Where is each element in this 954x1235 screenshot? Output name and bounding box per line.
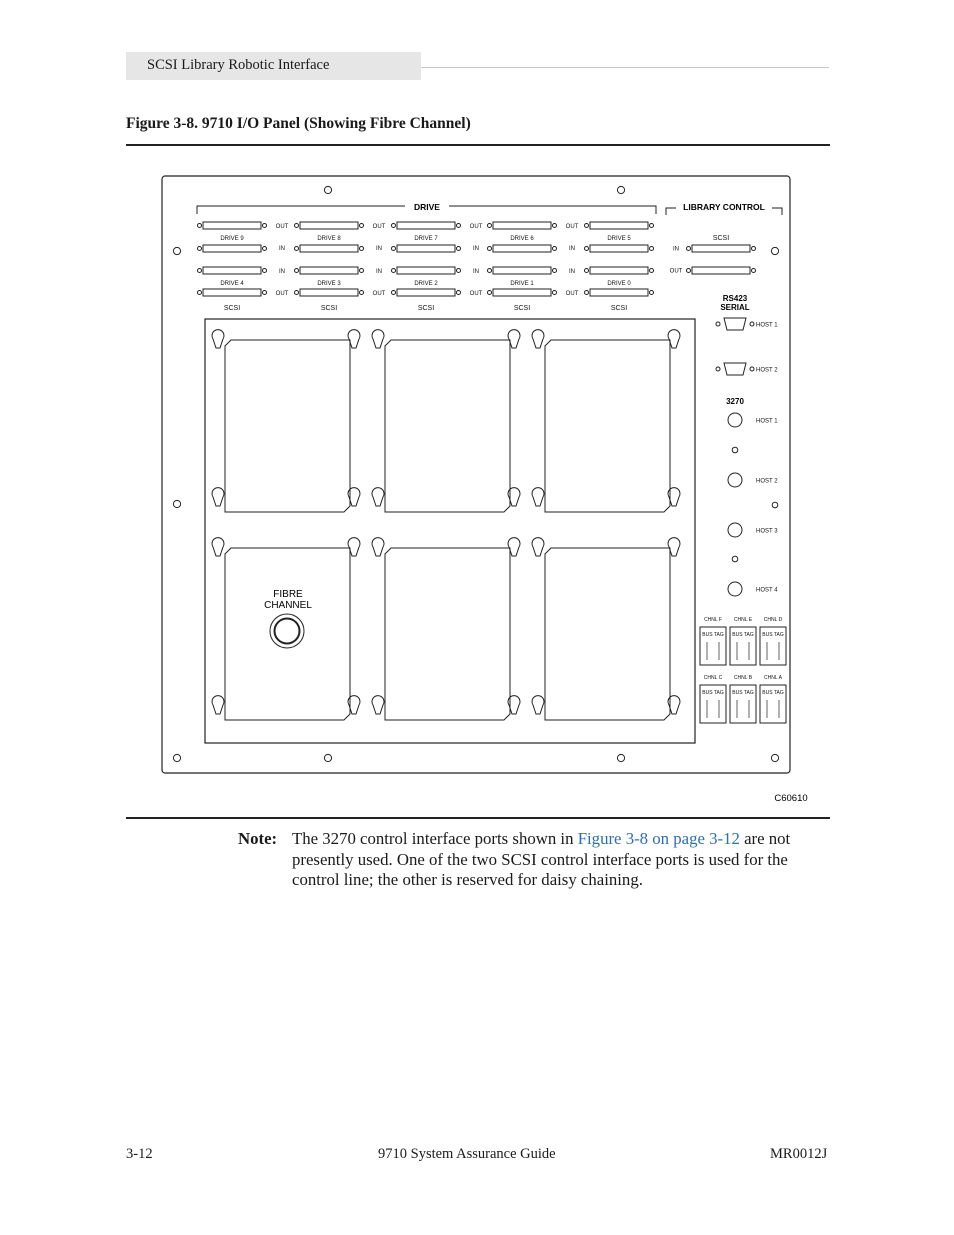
coax-3270-port <box>728 473 742 487</box>
connector-screw <box>553 224 557 228</box>
mounting-hole <box>771 247 778 254</box>
connector-screw <box>295 247 299 251</box>
scsi-label: SCSI <box>417 305 435 312</box>
in-label: IN <box>279 246 285 252</box>
label-3270: 3270 <box>726 397 744 406</box>
drive-scsi-connector <box>590 267 648 274</box>
out-label: OUT <box>372 224 386 230</box>
fibre-channel-port-inner <box>275 619 300 644</box>
rs423-serial-port <box>724 318 746 330</box>
host-3270-label: HOST 1 <box>756 418 778 425</box>
note-body <box>292 829 828 891</box>
note-label: Note: <box>238 829 278 848</box>
drive-scsi-connector <box>590 222 648 229</box>
connector-screw <box>488 224 492 228</box>
serial-label: SERIAL <box>720 303 750 312</box>
drive-label: DRIVE 1 <box>510 281 534 287</box>
inner-plate <box>205 319 695 743</box>
mounting-hole <box>173 500 180 507</box>
mounting-hole <box>617 754 624 761</box>
figure-rule-top <box>126 144 830 146</box>
bus-tag-label: BUS TAG <box>732 632 754 638</box>
connector-screw <box>263 291 267 295</box>
out-label: OUT <box>275 224 289 230</box>
connector-screw <box>457 269 461 273</box>
drive-scsi-connector <box>397 245 455 252</box>
drive-scsi-connector <box>203 267 261 274</box>
connector-screw <box>360 247 364 251</box>
keyhole-mount <box>532 696 544 714</box>
drive-label: DRIVE 5 <box>607 236 631 242</box>
keyhole-mount <box>212 488 224 506</box>
footer-title: 9710 System Assurance Guide <box>378 1146 556 1162</box>
out-label: OUT <box>372 291 386 297</box>
connector-screw <box>553 291 557 295</box>
drive-label: DRIVE 8 <box>317 236 341 242</box>
small-hole <box>772 502 778 508</box>
in-label: IN <box>376 246 382 252</box>
figure-id: C60610 <box>774 793 808 804</box>
connector-screw <box>650 291 654 295</box>
host-3270-label: HOST 4 <box>756 587 778 594</box>
keyhole-mount <box>372 330 384 348</box>
connector-screw <box>263 247 267 251</box>
drive-scsi-connector <box>300 267 358 274</box>
header-section-title: SCSI Library Robotic Interface <box>147 57 330 73</box>
drive-scsi-connector <box>493 267 551 274</box>
connector-screw <box>687 269 691 273</box>
connector-screw <box>687 247 691 251</box>
connector-screw <box>360 269 364 273</box>
drive-scsi-connector <box>590 289 648 296</box>
module-bay-cutout <box>385 340 510 512</box>
drive-scsi-connector <box>203 222 261 229</box>
mounting-hole <box>324 754 331 761</box>
drive-label: DRIVE 0 <box>607 281 631 287</box>
panel-outline <box>162 176 790 773</box>
bus-tag-label: BUS TAG <box>732 690 754 696</box>
connector-screw <box>585 224 589 228</box>
connector-screw <box>457 291 461 295</box>
channel-label: CHNL E <box>733 617 753 623</box>
keyhole-mount <box>212 696 224 714</box>
connector-screw <box>488 291 492 295</box>
out-label: OUT <box>275 291 289 297</box>
connector-screw <box>650 269 654 273</box>
connector-screw <box>360 224 364 228</box>
channel-label: CHNL A <box>764 675 782 681</box>
drive-scsi-connector <box>203 289 261 296</box>
drive-scsi-connector <box>493 222 551 229</box>
connector-screw <box>488 269 492 273</box>
connector-screw <box>263 269 267 273</box>
connector-screw <box>198 247 202 251</box>
coax-3270-port <box>728 582 742 596</box>
connector-screw <box>392 224 396 228</box>
scsi-label: SCSI <box>513 305 531 312</box>
out-label: OUT <box>565 224 579 230</box>
drive-label: DRIVE 2 <box>414 281 438 287</box>
out-label: OUT <box>565 291 579 297</box>
connector-screw <box>198 224 202 228</box>
drive-label: DRIVE 4 <box>220 281 244 287</box>
bus-tag-label: BUS TAG <box>762 632 784 638</box>
connector-screw <box>750 322 754 326</box>
figure-rule-bottom <box>126 817 830 819</box>
in-label: IN <box>569 246 575 252</box>
drive-label: DRIVE 9 <box>220 236 244 242</box>
connector-screw <box>553 247 557 251</box>
mounting-hole <box>173 754 180 761</box>
in-label: IN <box>569 269 575 275</box>
library-control-label: LIBRARY CONTROL <box>683 202 765 212</box>
connector-screw <box>716 322 720 326</box>
connector-screw <box>716 367 720 371</box>
drive-label: DRIVE 6 <box>510 236 534 242</box>
module-bay-cutout <box>545 340 670 512</box>
host-3270-label: HOST 2 <box>756 478 778 485</box>
scsi-label: SCSI <box>610 305 628 312</box>
keyhole-mount <box>212 538 224 556</box>
mounting-hole <box>324 186 331 193</box>
connector-screw <box>750 367 754 371</box>
rs423-label: RS423 <box>722 294 748 303</box>
rs423-host-label: HOST 1 <box>756 322 778 329</box>
drive-scsi-connector <box>300 222 358 229</box>
io-panel-diagram <box>155 170 820 810</box>
keyhole-mount <box>372 696 384 714</box>
mounting-hole <box>771 754 778 761</box>
channel-label: CHANNEL <box>264 600 312 611</box>
rs423-host-label: HOST 2 <box>756 367 778 374</box>
connector-screw <box>295 224 299 228</box>
out-label: OUT <box>669 268 683 275</box>
figure-cross-reference-link[interactable]: Figure 3-8 on page 3-12 <box>577 829 740 848</box>
out-label: OUT <box>469 291 483 297</box>
running-header <box>126 52 421 80</box>
connector-screw <box>488 247 492 251</box>
module-bay-cutout <box>225 548 350 720</box>
fibre-label: FIBRE <box>273 589 303 600</box>
footer-doc-id: MR0012J <box>770 1146 828 1162</box>
connector-screw <box>650 224 654 228</box>
bus-tag-label: BUS TAG <box>702 632 724 638</box>
drive-scsi-connector <box>493 245 551 252</box>
module-bay-cutout <box>225 340 350 512</box>
channel-label: CHNL D <box>763 617 783 623</box>
channel-label: CHNL B <box>733 675 753 681</box>
drive-scsi-connector <box>397 289 455 296</box>
connector-screw <box>392 291 396 295</box>
connector-screw <box>263 224 267 228</box>
drive-scsi-connector <box>493 289 551 296</box>
connector-screw <box>650 247 654 251</box>
keyhole-mount <box>372 538 384 556</box>
in-label: IN <box>376 269 382 275</box>
bus-tag-label: BUS TAG <box>762 690 784 696</box>
coax-3270-port <box>728 523 742 537</box>
library-scsi-connector <box>692 245 750 252</box>
connector-screw <box>198 291 202 295</box>
connector-screw <box>198 269 202 273</box>
mounting-hole <box>173 247 180 254</box>
in-label: IN <box>473 246 479 252</box>
connector-screw <box>585 247 589 251</box>
mounting-hole <box>617 186 624 193</box>
drive-scsi-connector <box>590 245 648 252</box>
in-label: IN <box>279 269 285 275</box>
connector-screw <box>752 247 756 251</box>
connector-screw <box>295 269 299 273</box>
channel-label: CHNL F <box>704 617 722 623</box>
connector-screw <box>585 291 589 295</box>
keyhole-mount <box>532 538 544 556</box>
module-bay-cutout <box>385 548 510 720</box>
in-label: IN <box>473 269 479 275</box>
library-scsi-label: SCSI <box>712 235 730 242</box>
keyhole-mount <box>212 330 224 348</box>
scsi-label: SCSI <box>223 305 241 312</box>
library-scsi-connector <box>692 267 750 274</box>
footer-page-number: 3-12 <box>126 1146 153 1162</box>
connector-screw <box>553 269 557 273</box>
channel-label: CHNL C <box>703 675 723 681</box>
out-label: OUT <box>469 224 483 230</box>
bus-tag-label: BUS TAG <box>702 690 724 696</box>
figure-title: Figure 3-8. 9710 I/O Panel (Showing Fibre Channel) <box>126 115 471 132</box>
drive-scsi-connector <box>397 222 455 229</box>
drive-scsi-connector <box>300 245 358 252</box>
in-label: IN <box>673 246 679 253</box>
drive-scsi-connector <box>397 267 455 274</box>
connector-screw <box>295 291 299 295</box>
connector-screw <box>392 247 396 251</box>
drive-label: DRIVE 7 <box>414 236 438 242</box>
note-text-before: The 3270 control interface ports shown in <box>292 829 578 848</box>
connector-screw <box>457 224 461 228</box>
coax-3270-port <box>728 413 742 427</box>
drive-scsi-connector <box>300 289 358 296</box>
connector-screw <box>585 269 589 273</box>
header-rule <box>421 67 829 68</box>
keyhole-mount <box>372 488 384 506</box>
keyhole-mount <box>532 488 544 506</box>
connector-screw <box>457 247 461 251</box>
drive-group-label: DRIVE <box>414 202 440 212</box>
small-hole <box>732 447 738 453</box>
drive-label: DRIVE 3 <box>317 281 341 287</box>
drive-scsi-connector <box>203 245 261 252</box>
small-hole <box>732 556 738 562</box>
scsi-label: SCSI <box>320 305 338 312</box>
connector-screw <box>360 291 364 295</box>
keyhole-mount <box>532 330 544 348</box>
connector-screw <box>752 269 756 273</box>
module-bay-cutout <box>545 548 670 720</box>
rs423-serial-port <box>724 363 746 375</box>
connector-screw <box>392 269 396 273</box>
note-text-after: are not presently used. One of the two SCSI control interface ports is used for the control line; the other is reserved for daisy chaining. <box>292 829 791 889</box>
host-3270-label: HOST 3 <box>756 528 778 535</box>
